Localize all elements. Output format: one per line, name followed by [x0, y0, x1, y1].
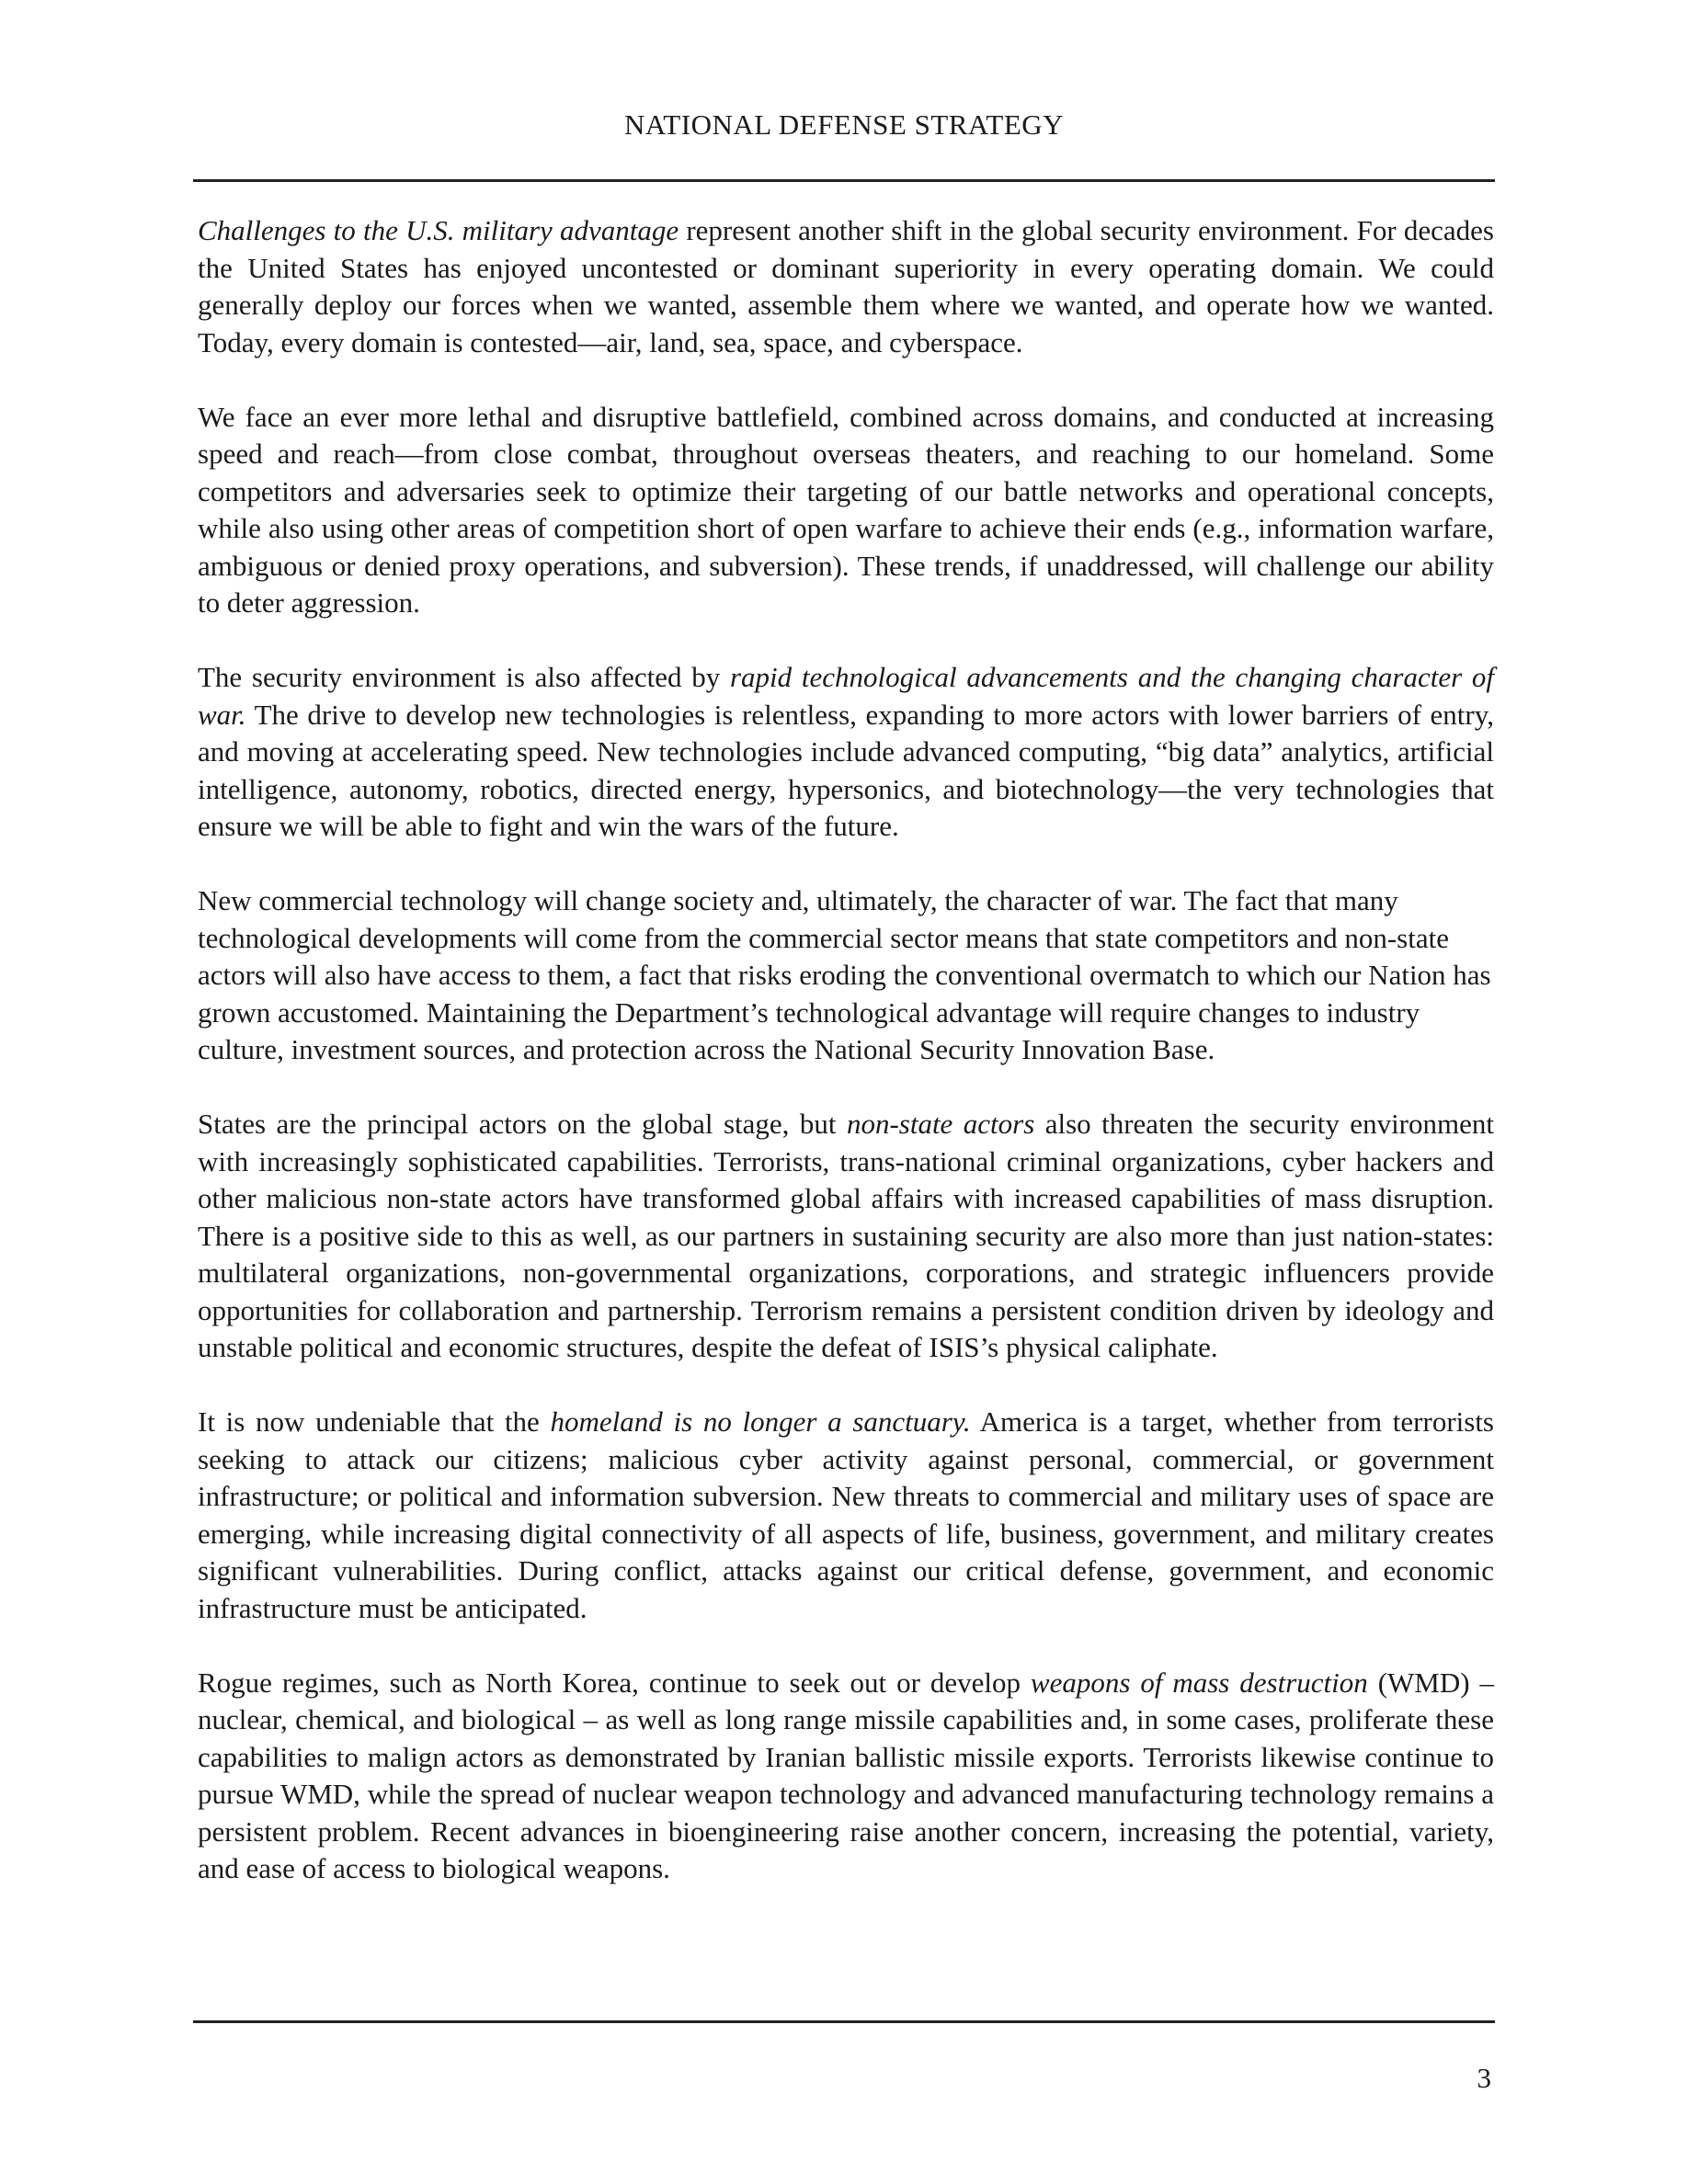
paragraph-text: Rogue regimes, such as North Korea, continue to seek out or develop [198, 1666, 1031, 1699]
italic-phrase: non-state actors [846, 1108, 1035, 1140]
italic-phrase: homeland is no longer a sanctuary. [550, 1405, 971, 1438]
paragraph-text: America is a target, whether from terrorists seeking to attack our citizens; malicious cyber activity against personal, commercial, or government infrastructure; or political and information subversion. New threats to commercial and military uses of space are emerging, while increasing digital connectivity of all aspects of life, business, government, and military creates significant vulnerabilities. During conflict, attacks against our critical defense, government, and economic infrastructure must be anticipated. [198, 1405, 1494, 1624]
header-divider [193, 179, 1495, 182]
paragraph-text: States are the principal actors on the global stage, but [198, 1108, 847, 1140]
paragraph-non-state-actors [198, 1106, 1494, 1367]
paragraph-text: represent another shift in the global security environment. For decades the United States has enjoyed uncontested or dominant superiority in every operating domain. We could generally deploy our forces when we wanted, assemble them where we wanted, and operate how we wanted. Today, every domain is contested—air, land, sea, space, and cyberspace. [198, 214, 1494, 358]
paragraph-text: New commercial technology will change society and, ultimately, the character of war. The fact that many technological developments will come from the commercial sector means that state competitors and non-state actors will also have access to them, a fact that risks eroding the conventional overmatch to which our Nation has grown accustomed. Maintaining the Department’s technological advantage will require changes to industry culture, investment sources, and protection across the National Security Innovation Base. [198, 884, 1491, 1065]
paragraph-text: also threaten the security environment with increasingly sophisticated capabilities. Terrorists, trans-national criminal organizations, cyber hackers and other malicious non-state actors have transformed global affairs with increased capabilities of mass disruption. There is a positive side to this as well, as our partners in sustaining security are also more than just nation-states: multilateral organizations, non-governmental organizations, corporations, and strategic influencers provide opportunities for collaboration and partnership. Terrorism remains a persistent condition driven by ideology and unstable political and economic structures, despite the defeat of ISIS’s physical caliphate. [198, 1108, 1494, 1363]
paragraph-military-advantage [198, 212, 1494, 361]
page-header-title: NATIONAL DEFENSE STRATEGY [623, 108, 1065, 141]
italic-phrase: Challenges to the U.S. military advantage [198, 214, 679, 246]
paragraph-technology [198, 659, 1494, 846]
paragraph-text: The security environment is also affected by [198, 661, 730, 693]
paragraph-text: The drive to develop new technologies is relentless, expanding to more actors with lower barriers of entry, and moving at accelerating speed. New technologies include advanced computing, “big data” analytics, artificial intelligence, autonomy, robotics, directed energy, hypersonics, and biotechnology—the very technologies that ensure we will be able to fight and win the wars of the future. [198, 698, 1494, 842]
paragraph-text: It is now undeniable that the [198, 1405, 551, 1438]
page-number: 3 [1477, 2062, 1491, 2094]
paragraph-commercial-technology [198, 882, 1494, 1069]
footer-divider [193, 2020, 1495, 2023]
paragraph-text: We face an ever more lethal and disruptive battlefield, combined across domains, and conducted at increasing speed and reach—from close combat, throughout overseas theaters, and reaching to our homeland. Some competitors and adversaries seek to optimize their targeting of our battle networks and operational concepts, while also using other areas of competition short of open warfare to achieve their ends (e.g., information warfare, ambiguous or denied proxy operations, and subversion). These trends, if unaddressed, will challenge our ability to deter aggression. [198, 400, 1494, 619]
paragraph-homeland [198, 1404, 1494, 1627]
italic-phrase: weapons of mass destruction [1030, 1666, 1368, 1699]
document-body [198, 212, 1494, 1925]
paragraph-text: (WMD) – nuclear, chemical, and biological – as well as long range missile capabilities and, in some cases, proliferate these capabilities to malign actors as demonstrated by Iranian ballistic missile exports. Terrorists likewise continue to pursue WMD, while the spread of nuclear weapon technology and advanced manufacturing technology remains a persistent problem. Recent advances in bioengineering raise another concern, increasing the potential, variety, and ease of access to biological weapons. [198, 1666, 1494, 1884]
paragraph-battlefield [198, 399, 1494, 622]
paragraph-wmd [198, 1665, 1494, 1888]
italic-phrase: rapid technological advancements and the changing character of war. [198, 661, 1494, 731]
